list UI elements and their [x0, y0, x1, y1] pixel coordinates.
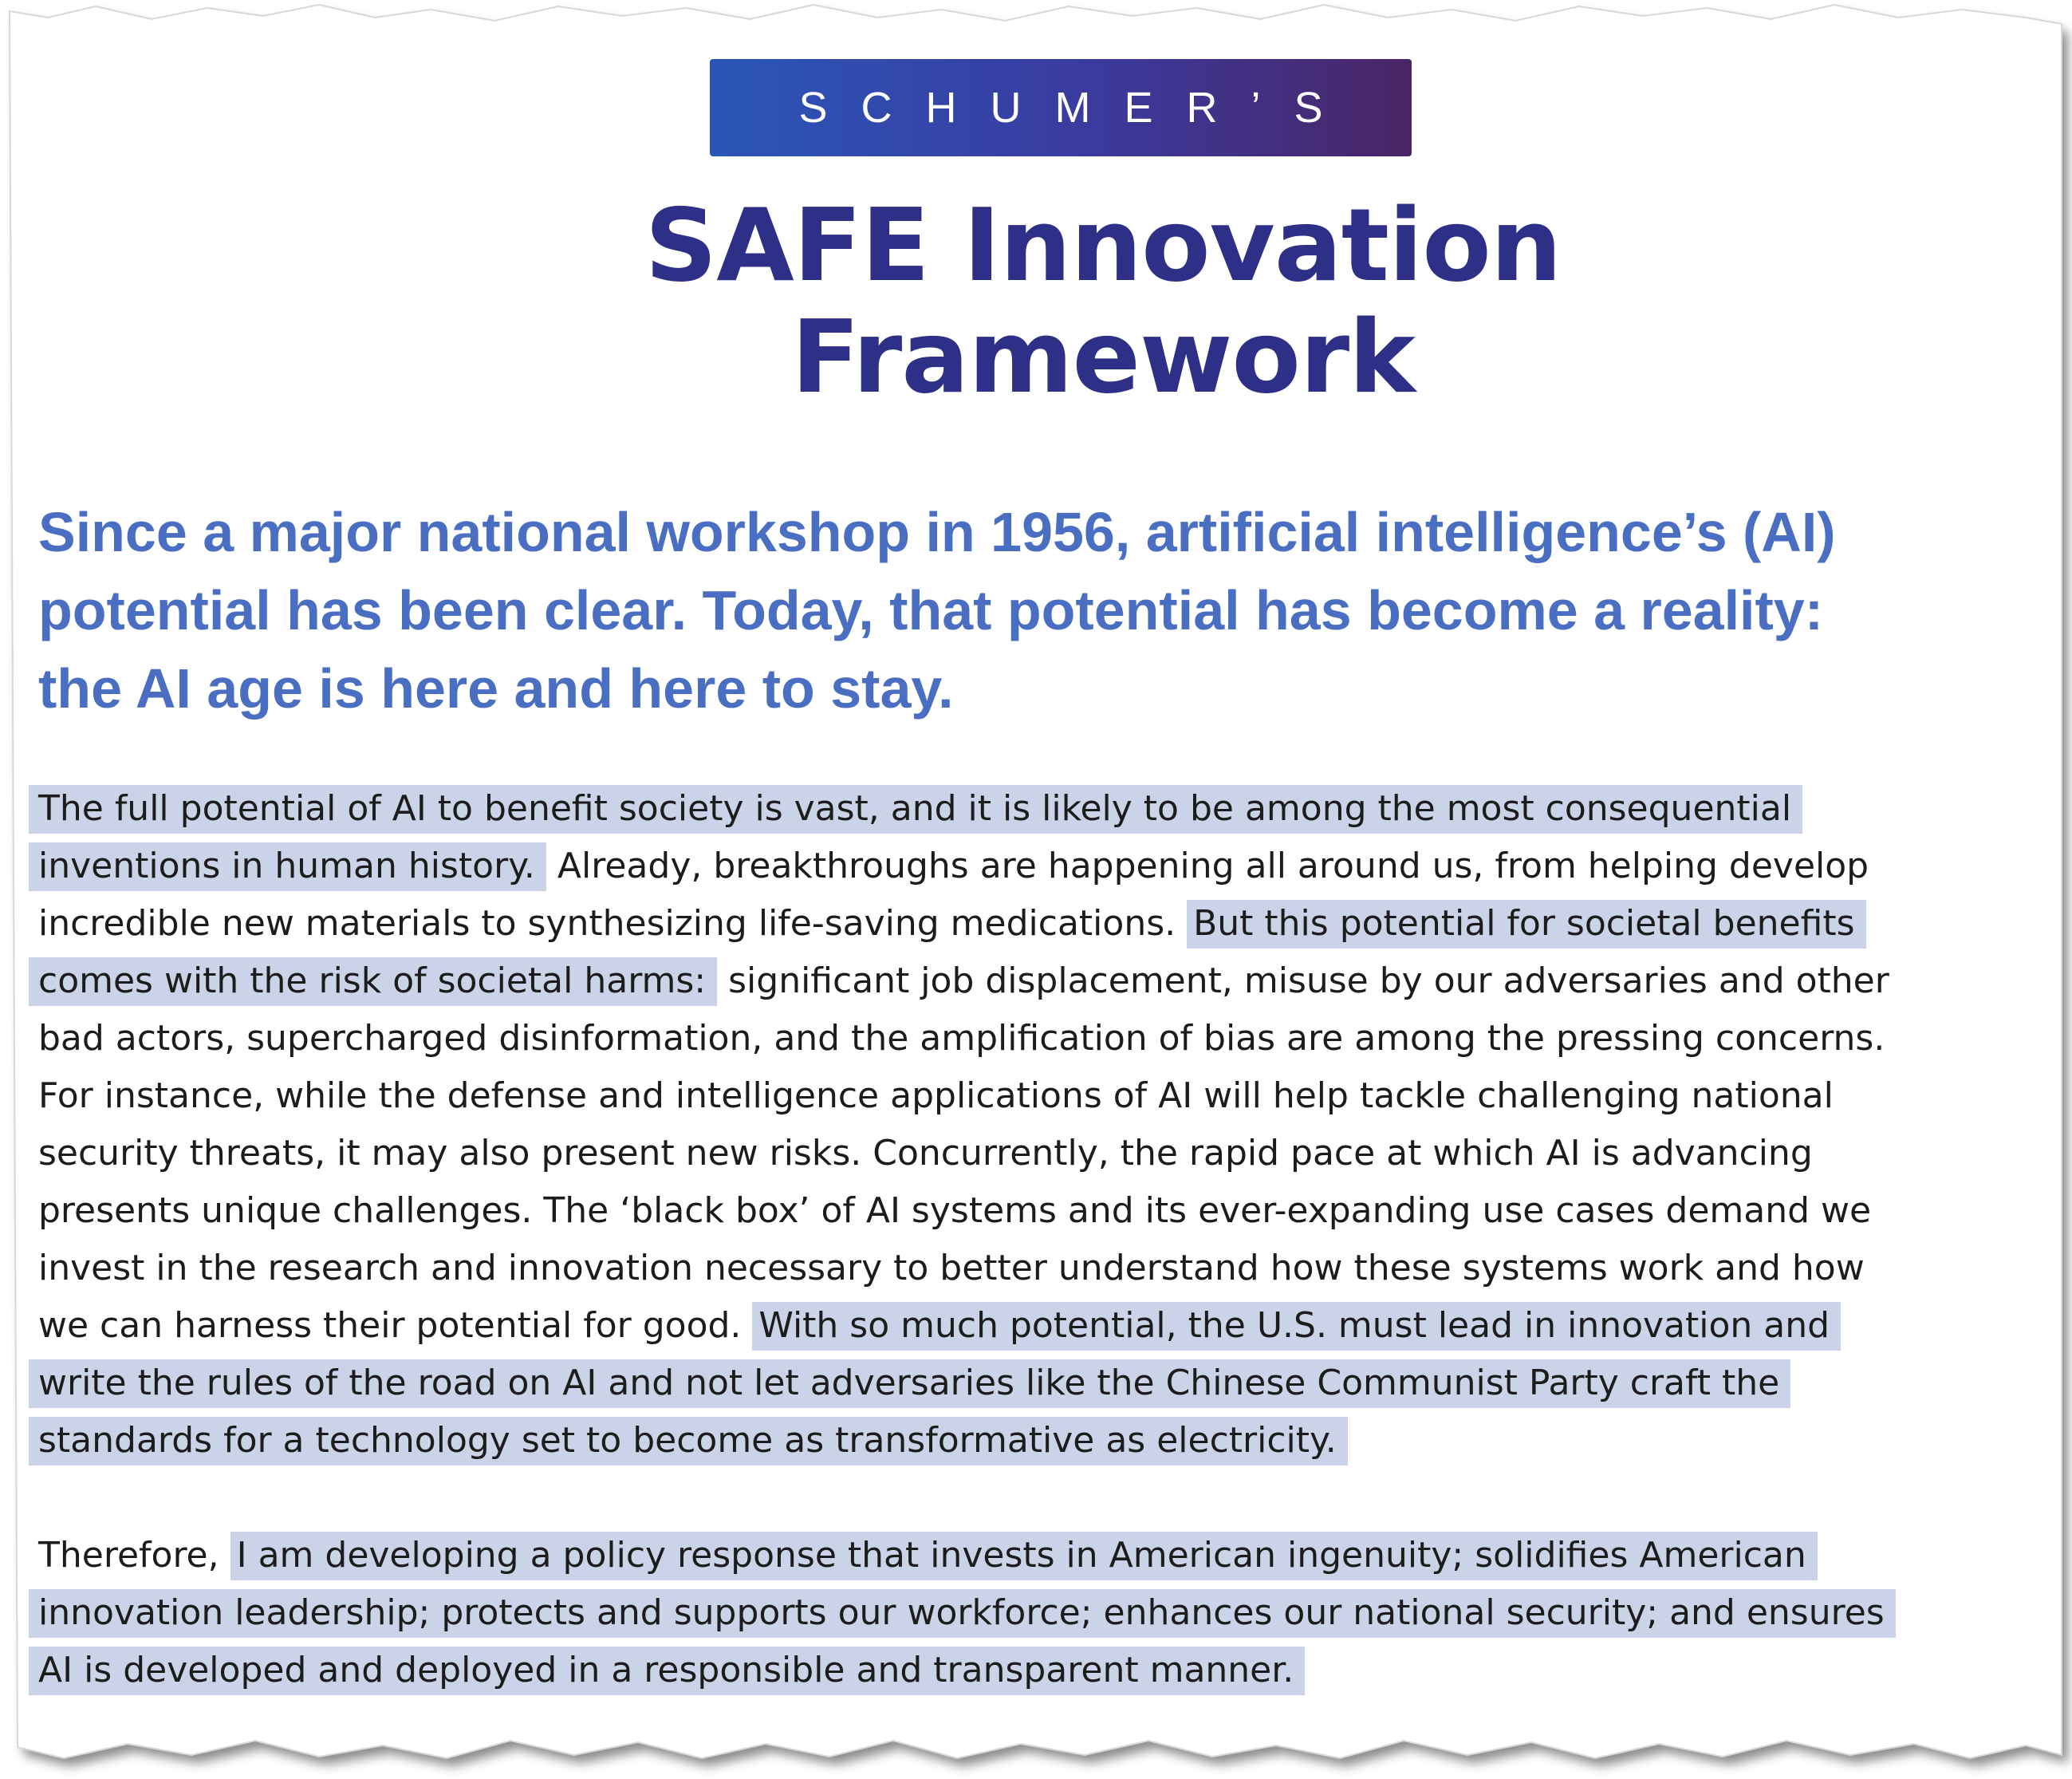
text-line: security threats, it may also present new risks. Concurrently, the rapid pace at which AI is advancing [38, 1133, 1813, 1174]
text-line [38, 1297, 2064, 1355]
highlighted-text: The full potential of AI to benefit society is vast, and it is likely to be among the most consequential [29, 785, 1802, 834]
body-text [38, 780, 2064, 1699]
text-line [38, 1355, 2064, 1412]
highlighted-text: standards for a technology set to become as transformative as electricity. [29, 1417, 1348, 1465]
lead-line: the AI age is here and here to stay. [38, 657, 954, 720]
text-line [38, 1584, 2064, 1642]
lead-line: potential has been clear. Today, that potential has become a reality: [38, 579, 1824, 641]
lead-paragraph [38, 493, 2064, 728]
text-line [38, 1412, 2064, 1469]
lead-line: Since a major national workshop in 1956, artificial intelligence’s (AI) [38, 501, 1836, 563]
highlighted-text: write the rules of the road on AI and not let adversaries like the Chinese Communist Party craft the [29, 1359, 1790, 1408]
plain-text: significant job displacement, misuse by our adversaries and other [717, 961, 1889, 1001]
plain-text: Already, breakthroughs are happening all around us, from helping develop [546, 846, 1869, 886]
banner-text: SCHUMER’S [798, 84, 1357, 132]
title-line-2: Framework [791, 298, 1415, 416]
document [38, 56, 2032, 1699]
text-line [38, 1642, 2064, 1699]
text-line: invest in the research and innovation necessary to better understand how these systems work and how [38, 1248, 1865, 1288]
text-line [38, 953, 2064, 1010]
text-line: For instance, while the defense and intelligence applications of AI will help tackle challenging national [38, 1075, 1834, 1116]
paragraph-gap [38, 1469, 2064, 1527]
text-line [38, 838, 2064, 895]
text-line: presents unique challenges. The ‘black box’ of AI systems and its ever-expanding use cases demand we [38, 1190, 1872, 1231]
text-line: bad actors, supercharged disinformation, and the amplification of bias are among the pressing concerns. [38, 1018, 1885, 1059]
highlighted-text: innovation leadership; protects and supports our workforce; enhances our national security; and ensures [29, 1589, 1896, 1638]
schumer-banner [710, 59, 1412, 156]
highlighted-text: With so much potential, the U.S. must lead in innovation and [752, 1302, 1841, 1351]
plain-text: incredible new materials to synthesizing life-saving medications. [38, 903, 1188, 944]
highlighted-text: inventions in human history. [29, 842, 546, 891]
plain-text: we can harness their potential for good. [38, 1305, 753, 1346]
highlighted-text: AI is developed and deployed in a responsible and transparent manner. [29, 1647, 1305, 1695]
text-line [38, 780, 2064, 838]
document-title [278, 187, 1928, 416]
highlighted-text: I am developing a policy response that invests in American ingenuity; solidifies American [230, 1532, 1818, 1580]
plain-text: Therefore, [38, 1535, 230, 1576]
text-line [38, 895, 2064, 953]
highlighted-text: comes with the risk of societal harms: [29, 957, 717, 1006]
highlighted-text: But this potential for societal benefits [1187, 900, 1865, 949]
title-line-1: SAFE Innovation [644, 187, 1562, 304]
text-line [38, 1527, 2064, 1584]
